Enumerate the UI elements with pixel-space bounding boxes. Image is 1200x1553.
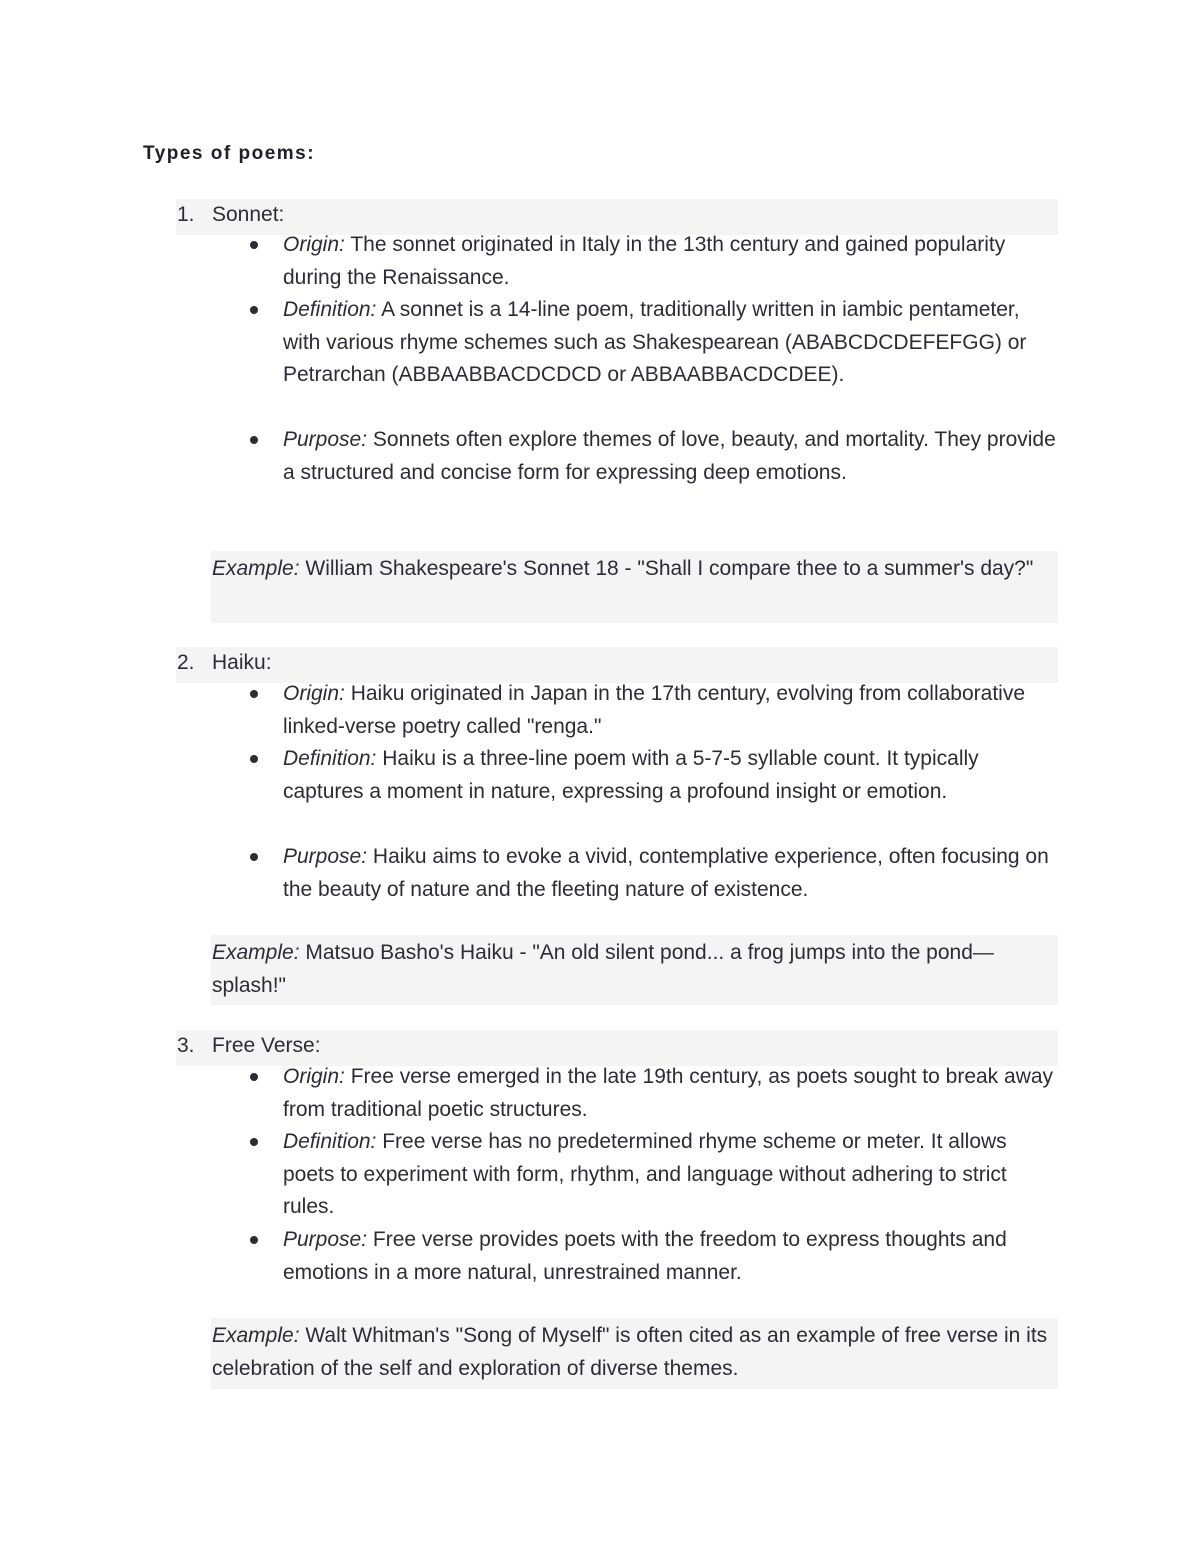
section-heading: Sonnet: (212, 203, 285, 226)
bullet-body: A sonnet is a 14-line poem, traditionally written in iambic pentameter, with various rhyme schemes such as Shakespearean (ABABCDCDEFEFGG) or Petrarchan (ABBAABBACDCDCD or ABBAABBACDCDEE). (283, 298, 1027, 387)
document-title: Types of poems: (143, 143, 316, 164)
bullet-body: Haiku aims to evoke a vivid, contemplative experience, often focusing on the beauty of nature and the fleeting nature of existence. (283, 845, 1049, 901)
bullet-dot-icon (250, 853, 258, 861)
example-text (212, 1320, 1052, 1385)
example-block (211, 935, 1058, 1005)
example-text (212, 553, 1052, 586)
bullet-body: Free verse emerged in the late 19th century, as poets sought to break away from traditional poetic structures. (283, 1065, 1054, 1121)
bullet-body: Haiku originated in Japan in the 17th century, evolving from collaborative linked-verse poetry called "renga." (283, 682, 1026, 738)
bullet-dot-icon (250, 436, 258, 444)
section-heading: Free Verse: (212, 1034, 321, 1057)
bullet-label: Definition: (283, 747, 377, 770)
bullet-label: Origin: (283, 682, 345, 705)
bullet-text (283, 678, 1058, 743)
bullet-label: Purpose: (283, 428, 368, 451)
bullet-text (283, 1126, 1058, 1224)
example-block (211, 551, 1058, 623)
bullet-body: Sonnets often explore themes of love, beauty, and mortality. They provide a structured and concise form for expressing deep emotions. (283, 428, 1056, 484)
bullet-dot-icon (250, 1138, 258, 1146)
bullet-label: Origin: (283, 233, 345, 256)
bullet-label: Purpose: (283, 845, 368, 868)
bullet-dot-icon (250, 306, 258, 314)
bullet-body: The sonnet originated in Italy in the 13th century and gained popularity during the Renaissance. (283, 233, 1006, 289)
section-number: 3. (177, 1034, 195, 1057)
bullet-body: Free verse has no predetermined rhyme scheme or meter. It allows poets to experiment with form, rhythm, and language without adhering to strict rules. (283, 1130, 1007, 1219)
example-text (212, 937, 1052, 1002)
bullet-label: Definition: (283, 1130, 377, 1153)
bullet-label: Definition: (283, 298, 377, 321)
bullet-text (283, 424, 1058, 489)
example-body: Walt Whitman's "Song of Myself" is often cited as an example of free verse in its celebration of the self and exploration of diverse themes. (212, 1324, 1048, 1380)
example-label: Example: (212, 1324, 300, 1347)
bullet-text (283, 294, 1058, 392)
section-heading: Haiku: (212, 651, 272, 674)
bullet-body: Free verse provides poets with the freedom to express thoughts and emotions in a more natural, unrestrained manner. (283, 1228, 1007, 1284)
example-body: Matsuo Basho's Haiku - "An old silent pond... a frog jumps into the pond—splash!" (212, 941, 994, 997)
section-number: 2. (177, 651, 195, 674)
bullet-dot-icon (250, 755, 258, 763)
section-number: 1. (177, 203, 195, 226)
bullet-text (283, 1061, 1058, 1126)
bullet-label: Origin: (283, 1065, 345, 1088)
bullet-label: Purpose: (283, 1228, 368, 1251)
example-body: William Shakespeare's Sonnet 18 - "Shall I compare thee to a summer's day?" (299, 557, 1034, 580)
example-label: Example: (212, 557, 300, 580)
bullet-text (283, 841, 1058, 906)
bullet-text (283, 743, 1058, 808)
bullet-dot-icon (250, 1073, 258, 1081)
example-label: Example: (212, 941, 300, 964)
bullet-dot-icon (250, 241, 258, 249)
bullet-dot-icon (250, 690, 258, 698)
example-block (211, 1318, 1058, 1389)
bullet-text (283, 229, 1058, 294)
bullet-dot-icon (250, 1236, 258, 1244)
bullet-text (283, 1224, 1058, 1289)
bullet-body: Haiku is a three-line poem with a 5-7-5 syllable count. It typically captures a moment in nature, expressing a profound insight or emotion. (283, 747, 979, 803)
